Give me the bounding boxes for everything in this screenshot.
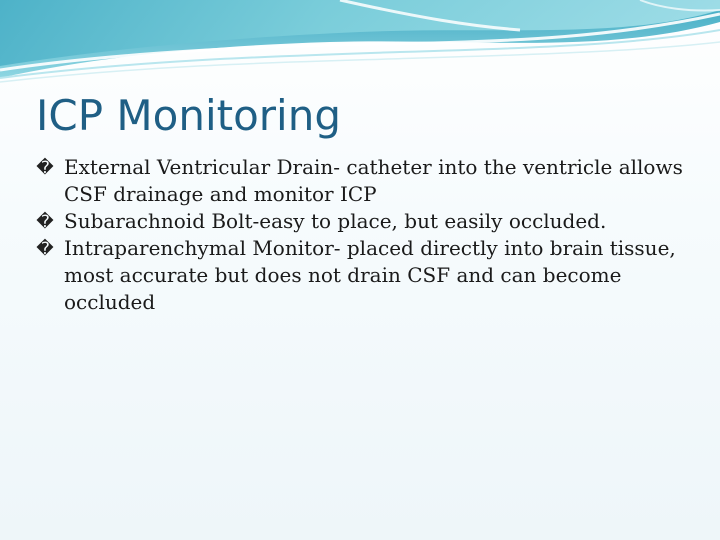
bullet-item: [36, 235, 686, 316]
bullet-text: External Ventricular Drain- catheter into the ventricle allows CSF drainage and monitor ICP: [64, 155, 683, 206]
replacement-character-icon: �: [36, 239, 54, 259]
replacement-character-icon: �: [36, 158, 54, 178]
bullet-text: Subarachnoid Bolt-easy to place, but easily occluded.: [64, 209, 607, 233]
replacement-character-icon: �: [36, 212, 54, 232]
header-wave-decoration: [0, 0, 720, 90]
bullet-text: Intraparenchymal Monitor- placed directly into brain tissue, most accurate but does not drain CSF and can become occluded: [64, 236, 676, 314]
slide-title: ICP Monitoring: [36, 91, 341, 140]
bullet-item: [36, 154, 686, 208]
bullet-item: [36, 208, 686, 235]
bullet-list: [36, 154, 686, 316]
